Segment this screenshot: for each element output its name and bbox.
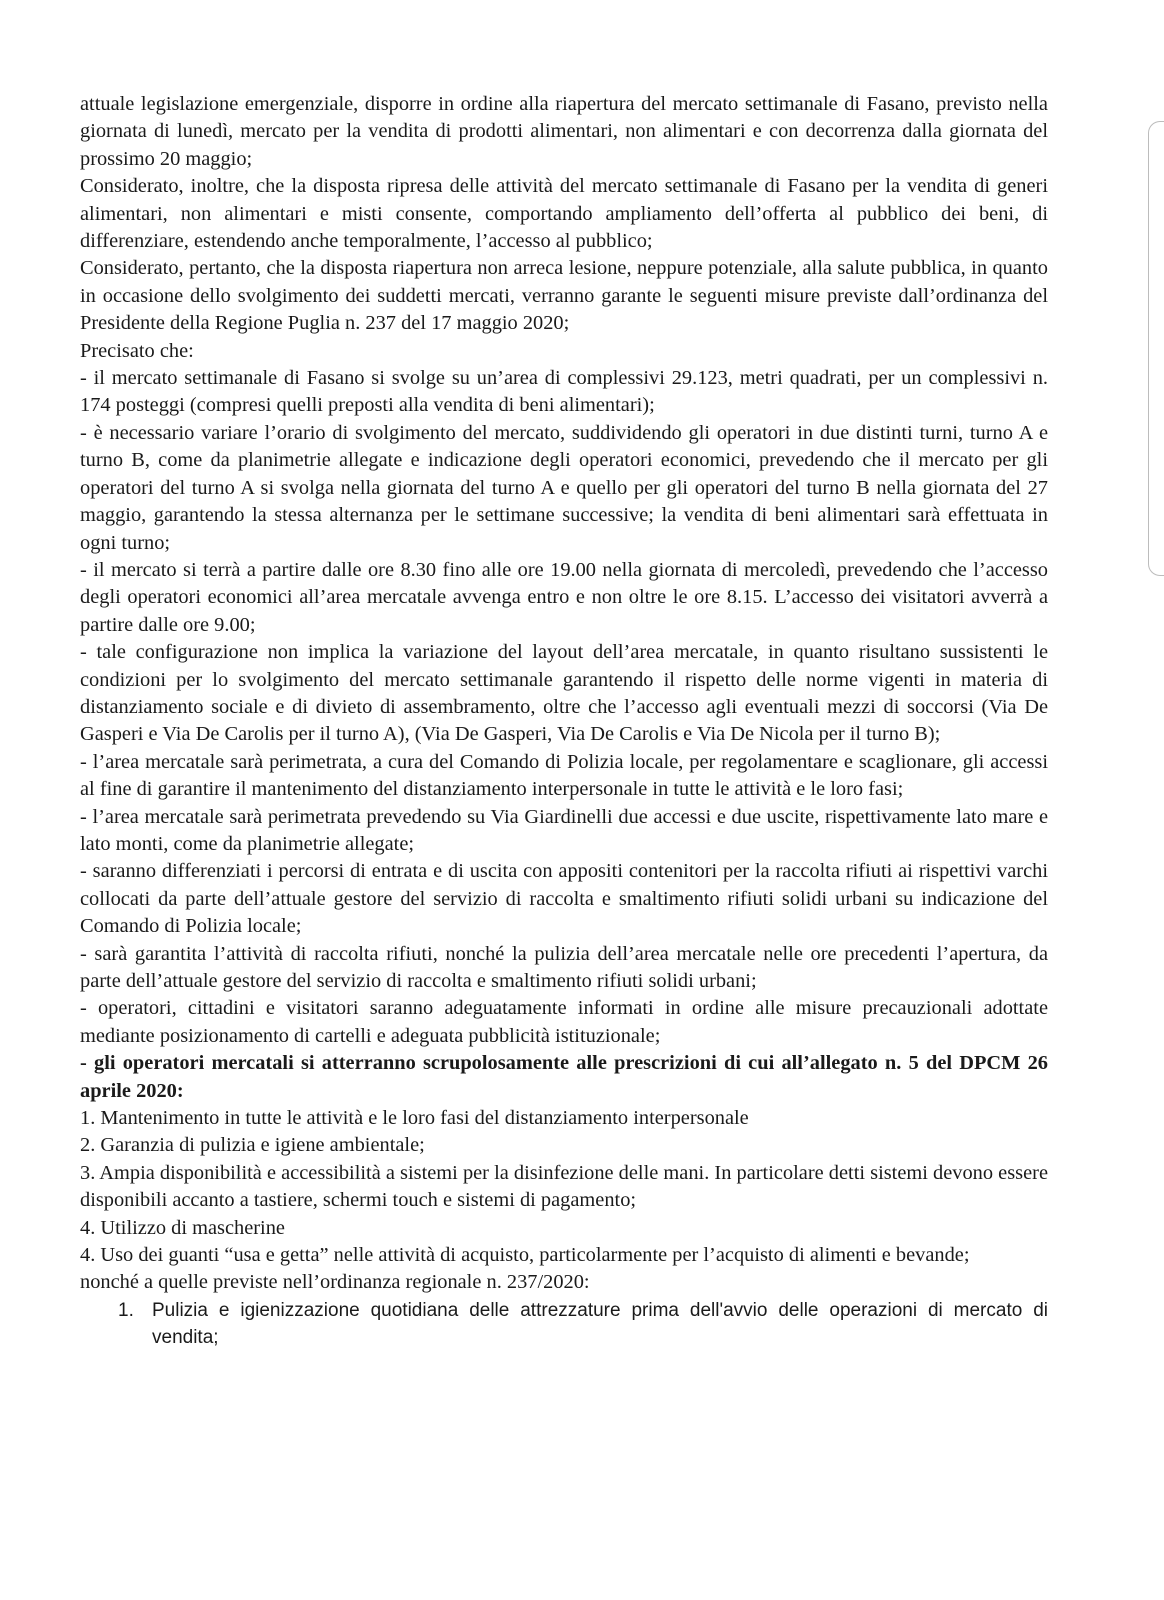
scroll-indicator[interactable] bbox=[1148, 121, 1164, 576]
paragraph-17: 3. Ampia disponibilità e accessibilità a sistemi per la disinfezione delle mani. In particolare detti sistemi devono essere disponibili accanto a tastiere, schermi touch e sistemi di pagamento; bbox=[80, 1161, 1048, 1212]
list-item bbox=[118, 1297, 1048, 1352]
paragraph-2: Considerato, inoltre, che la disposta ripresa delle attività del mercato settimanale di Fasano per la vendita di generi alimentari, non alimentari e misti consente, comportando ampliamento dell’offerta al pubblico dei beni, di differenziare, estendendo anche temporalmente, l’accesso al pubblico; bbox=[80, 175, 1048, 253]
paragraph-15: 1. Mantenimento in tutte le attività e le loro fasi del distanziamento interpersonale bbox=[80, 1107, 749, 1130]
paragraph-5: - il mercato settimanale di Fasano si svolge su un’area di complessivi 29.123, metri quadrati, per un complessivi n. 174 posteggi (compresi quelli preposti alla vendita di beni alimentari); bbox=[80, 367, 1048, 417]
list-item-number: 1. bbox=[118, 1299, 134, 1321]
paragraph-7: - il mercato si terrà a partire dalle ore 8.30 fino alle ore 19.00 nella giornata di mercoledì, prevedendo che l’accesso degli operatori economici all’area mercatale avvenga entro e non oltre le ore 8.15. L’accesso dei visitatori avverrà a partire dalle ore 9.00; bbox=[80, 558, 1048, 636]
paragraph-16: 2. Garanzia di pulizia e igiene ambientale; bbox=[80, 1134, 425, 1157]
paragraph-1: attuale legislazione emergenziale, disporre in ordine alla riapertura del mercato settimanale di Fasano, previsto nella giornata di lunedì, mercato per la vendita di prodotti alimentari, non alimentari e con decorrenza dalla giornata del prossimo 20 maggio; bbox=[80, 93, 1048, 170]
paragraph-3: Considerato, pertanto, che la disposta riapertura non arreca lesione, neppure potenziale, alla salute pubblica, in quanto in occasione dello svolgimento dei suddetti mercati, verranno garante le seguenti misure previste dall’ordinanza del Presidente della Regione Puglia n. 237 del 17 maggio 2020; bbox=[80, 257, 1048, 335]
paragraph-9: - l’area mercatale sarà perimetrata, a cura del Comando di Polizia locale, per regolamentare e scaglionare, gli accessi al fine di garantire il mantenimento del distanziamento interpersonale in tutte le attività e le loro fasi; bbox=[80, 750, 1048, 801]
paragraph-8: - tale configurazione non implica la variazione del layout dell’area mercatale, in quanto risultano sussistenti le condizioni per lo svolgimento del mercato settimanale garantendo il rispetto delle norme vigenti in materia di distanziamento sociale e di divieto di assembramento, oltre che l’accesso agli eventuali mezzi di soccorsi (Via De Gasperi e Via De Carolis per il turno A), (Via De Gasperi, Via De Carolis e Via De Nicola per il turno B); bbox=[80, 641, 1048, 746]
paragraph-10: - l’area mercatale sarà perimetrata prevedendo su Via Giardinelli due accessi e due uscite, rispettivamente lato mare e lato monti, come da planimetrie allegate; bbox=[80, 805, 1048, 855]
paragraph-13: - operatori, cittadini e visitatori saranno adeguatamente informati in ordine alle misure precauzionali adottate mediante posizionamento di cartelli e adeguata pubblicità istituzionale; bbox=[80, 997, 1048, 1047]
regional-measures-list bbox=[80, 1297, 1048, 1352]
paragraph-14-bold: - gli operatori mercatali si atterranno scrupolosamente alle prescrizioni di cui all’allegato n. 5 del DPCM 26 aprile 2020: bbox=[80, 1052, 1048, 1102]
paragraph-4: Precisato che: bbox=[80, 339, 194, 362]
list-item-text: Pulizia e igienizzazione quotidiana delle attrezzature prima dell'avvio delle operazioni di mercato di vendita; bbox=[152, 1299, 1048, 1349]
paragraph-12: - sarà garantita l’attività di raccolta rifiuti, nonché la pulizia dell’area mercatale nelle ore precedenti l’apertura, da parte dell’attuale gestore del servizio di raccolta e smaltimento rifiuti solidi urbani; bbox=[80, 942, 1048, 992]
paragraph-19: 4. Uso dei guanti “usa e getta” nelle attività di acquisto, particolarmente per l’acquisto di alimenti e bevande; bbox=[80, 1244, 970, 1267]
paragraph-20: nonché a quelle previste nell’ordinanza regionale n. 237/2020: bbox=[80, 1271, 590, 1294]
paragraph-18: 4. Utilizzo di mascherine bbox=[80, 1216, 285, 1239]
paragraph-6: - è necessario variare l’orario di svolgimento del mercato, suddividendo gli operatori in due distinti turni, turno A e turno B, come da planimetrie allegate e indicazione degli operatori economici, prevedendo che il mercato per gli operatori del turno A si svolga nella giornata del turno A e quello per gli operatori del turno B nella giornata del 27 maggio, garantendo la stessa alternanza per le settimane successive; la vendita di beni alimentari sarà effettuata in ogni turno; bbox=[80, 421, 1048, 554]
document-page bbox=[80, 91, 1048, 1352]
paragraph-11: - saranno differenziati i percorsi di entrata e di uscita con appositi contenitori per la raccolta rifiuti ai rispettivi varchi collocati da parte dell’attuale gestore del servizio di raccolta e smaltimento rifiuti solidi urbani su indicazione del Comando di Polizia locale; bbox=[80, 860, 1048, 938]
